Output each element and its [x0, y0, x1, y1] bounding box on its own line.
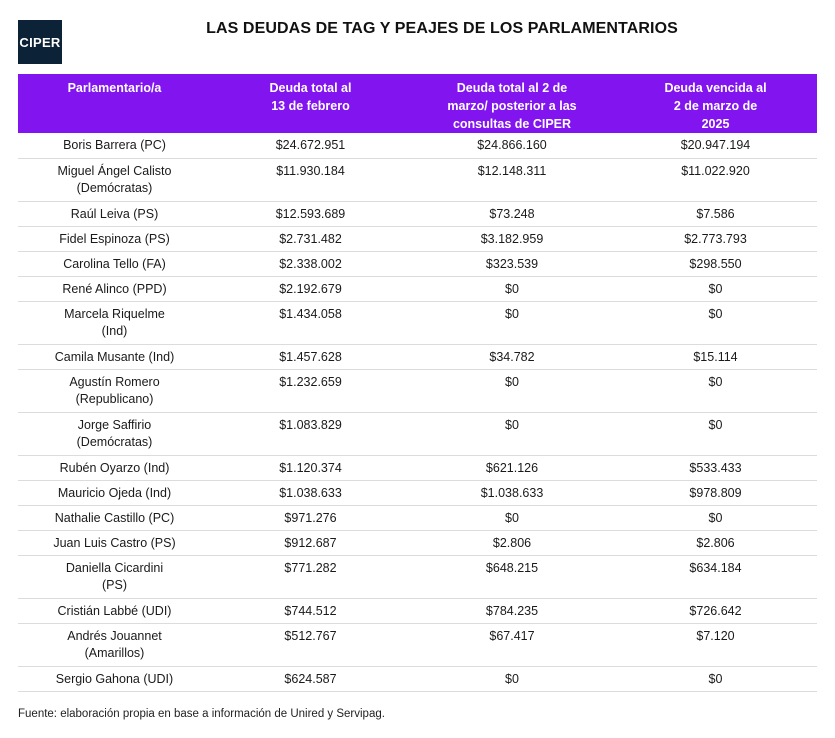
- cell-parlamentario: Agustín Romero (Republicano): [18, 369, 211, 412]
- cell-parlamentario: Raúl Leiva (PS): [18, 201, 211, 226]
- cell-parlamentario: Daniella Cicardini (PS): [18, 555, 211, 598]
- cell-deuda-13-febrero: $24.672.951: [211, 133, 410, 158]
- cell-deuda-2-marzo: $24.866.160: [410, 133, 614, 158]
- table-row: [18, 598, 817, 623]
- table-row: [18, 555, 817, 598]
- cell-deuda-2-marzo: $1.038.633: [410, 480, 614, 505]
- cell-deuda-13-febrero: $11.930.184: [211, 158, 410, 201]
- cell-deuda-13-febrero: $1.457.628: [211, 344, 410, 369]
- cell-deuda-2-marzo: $67.417: [410, 623, 614, 666]
- cell-deuda-13-febrero: $1.120.374: [211, 455, 410, 480]
- table-row: [18, 505, 817, 530]
- cell-deuda-vencida: $0: [614, 412, 817, 455]
- table-row: [18, 226, 817, 251]
- table-header: [18, 74, 817, 133]
- cell-deuda-2-marzo: $2.806: [410, 530, 614, 555]
- cell-deuda-13-febrero: $971.276: [211, 505, 410, 530]
- table-body: [18, 133, 817, 691]
- cell-deuda-13-febrero: $1.232.659: [211, 369, 410, 412]
- table-row: [18, 480, 817, 505]
- cell-deuda-vencida: $978.809: [614, 480, 817, 505]
- table-row: [18, 158, 817, 201]
- cell-deuda-2-marzo: $0: [410, 412, 614, 455]
- cell-deuda-2-marzo: $73.248: [410, 201, 614, 226]
- cell-deuda-vencida: $2.773.793: [614, 226, 817, 251]
- header-row: [18, 74, 817, 133]
- table-row: [18, 455, 817, 480]
- cell-deuda-vencida: $298.550: [614, 251, 817, 276]
- cell-deuda-vencida: $0: [614, 369, 817, 412]
- cell-deuda-vencida: $15.114: [614, 344, 817, 369]
- table-row: [18, 666, 817, 691]
- cell-deuda-2-marzo: $323.539: [410, 251, 614, 276]
- cell-deuda-13-febrero: $1.434.058: [211, 301, 410, 344]
- cell-deuda-vencida: $0: [614, 505, 817, 530]
- cell-parlamentario: Carolina Tello (FA): [18, 251, 211, 276]
- cell-parlamentario: Marcela Riquelme (Ind): [18, 301, 211, 344]
- cell-deuda-vencida: $0: [614, 301, 817, 344]
- cell-deuda-13-febrero: $744.512: [211, 598, 410, 623]
- header-deuda-2-marzo: Deuda total al 2 de marzo/ posterior a las consultas de CIPER: [410, 74, 614, 133]
- cell-parlamentario: Sergio Gahona (UDI): [18, 666, 211, 691]
- cell-deuda-2-marzo: $0: [410, 505, 614, 530]
- cell-deuda-13-febrero: $2.192.679: [211, 276, 410, 301]
- cell-parlamentario: Boris Barrera (PC): [18, 133, 211, 158]
- cell-deuda-2-marzo: $12.148.311: [410, 158, 614, 201]
- cell-parlamentario: Nathalie Castillo (PC): [18, 505, 211, 530]
- cell-deuda-13-febrero: $912.687: [211, 530, 410, 555]
- header-deuda-vencida: Deuda vencida al 2 de marzo de 2025: [614, 74, 817, 133]
- cell-deuda-2-marzo: $0: [410, 276, 614, 301]
- cell-deuda-2-marzo: $648.215: [410, 555, 614, 598]
- chart-title: LAS DEUDAS DE TAG Y PEAJES DE LOS PARLAMENTARIOS: [206, 20, 678, 37]
- table-row: [18, 412, 817, 455]
- table-row: [18, 276, 817, 301]
- header-parlamentario: Parlamentario/a: [18, 74, 211, 133]
- cell-deuda-vencida: $0: [614, 666, 817, 691]
- header-deuda-13-febrero: Deuda total al 13 de febrero: [211, 74, 410, 133]
- cell-deuda-vencida: $2.806: [614, 530, 817, 555]
- table-row: [18, 251, 817, 276]
- cell-deuda-2-marzo: $784.235: [410, 598, 614, 623]
- table-row: [18, 623, 817, 666]
- cell-deuda-2-marzo: $34.782: [410, 344, 614, 369]
- cell-deuda-vencida: $7.586: [614, 201, 817, 226]
- cell-deuda-13-febrero: $1.083.829: [211, 412, 410, 455]
- cell-deuda-13-febrero: $771.282: [211, 555, 410, 598]
- source-note: Fuente: elaboración propia en base a información de Unired y Servipag.: [18, 708, 385, 720]
- cell-deuda-2-marzo: $3.182.959: [410, 226, 614, 251]
- table-row: [18, 344, 817, 369]
- debts-table: [18, 74, 817, 692]
- cell-parlamentario: Camila Musante (Ind): [18, 344, 211, 369]
- cell-parlamentario: Rubén Oyarzo (Ind): [18, 455, 211, 480]
- cell-deuda-vencida: $726.642: [614, 598, 817, 623]
- cell-deuda-2-marzo: $0: [410, 301, 614, 344]
- cell-parlamentario: Mauricio Ojeda (Ind): [18, 480, 211, 505]
- cell-deuda-vencida: $11.022.920: [614, 158, 817, 201]
- table-row: [18, 369, 817, 412]
- cell-deuda-vencida: $533.433: [614, 455, 817, 480]
- table-row: [18, 301, 817, 344]
- cell-parlamentario: Cristián Labbé (UDI): [18, 598, 211, 623]
- cell-parlamentario: Fidel Espinoza (PS): [18, 226, 211, 251]
- cell-parlamentario: Jorge Saffirio (Demócratas): [18, 412, 211, 455]
- cell-deuda-vencida: $7.120: [614, 623, 817, 666]
- cell-deuda-2-marzo: $621.126: [410, 455, 614, 480]
- table-row: [18, 201, 817, 226]
- cell-deuda-13-febrero: $1.038.633: [211, 480, 410, 505]
- table-row: [18, 133, 817, 158]
- ciper-logo: CIPER: [18, 20, 62, 64]
- cell-parlamentario: René Alinco (PPD): [18, 276, 211, 301]
- cell-deuda-13-febrero: $2.731.482: [211, 226, 410, 251]
- cell-parlamentario: Juan Luis Castro (PS): [18, 530, 211, 555]
- table-row: [18, 530, 817, 555]
- cell-deuda-13-febrero: $12.593.689: [211, 201, 410, 226]
- cell-deuda-vencida: $20.947.194: [614, 133, 817, 158]
- cell-deuda-13-febrero: $512.767: [211, 623, 410, 666]
- cell-parlamentario: Miguel Ángel Calisto (Demócratas): [18, 158, 211, 201]
- cell-deuda-vencida: $0: [614, 276, 817, 301]
- cell-parlamentario: Andrés Jouannet (Amarillos): [18, 623, 211, 666]
- cell-deuda-13-febrero: $2.338.002: [211, 251, 410, 276]
- cell-deuda-2-marzo: $0: [410, 666, 614, 691]
- cell-deuda-2-marzo: $0: [410, 369, 614, 412]
- cell-deuda-vencida: $634.184: [614, 555, 817, 598]
- cell-deuda-13-febrero: $624.587: [211, 666, 410, 691]
